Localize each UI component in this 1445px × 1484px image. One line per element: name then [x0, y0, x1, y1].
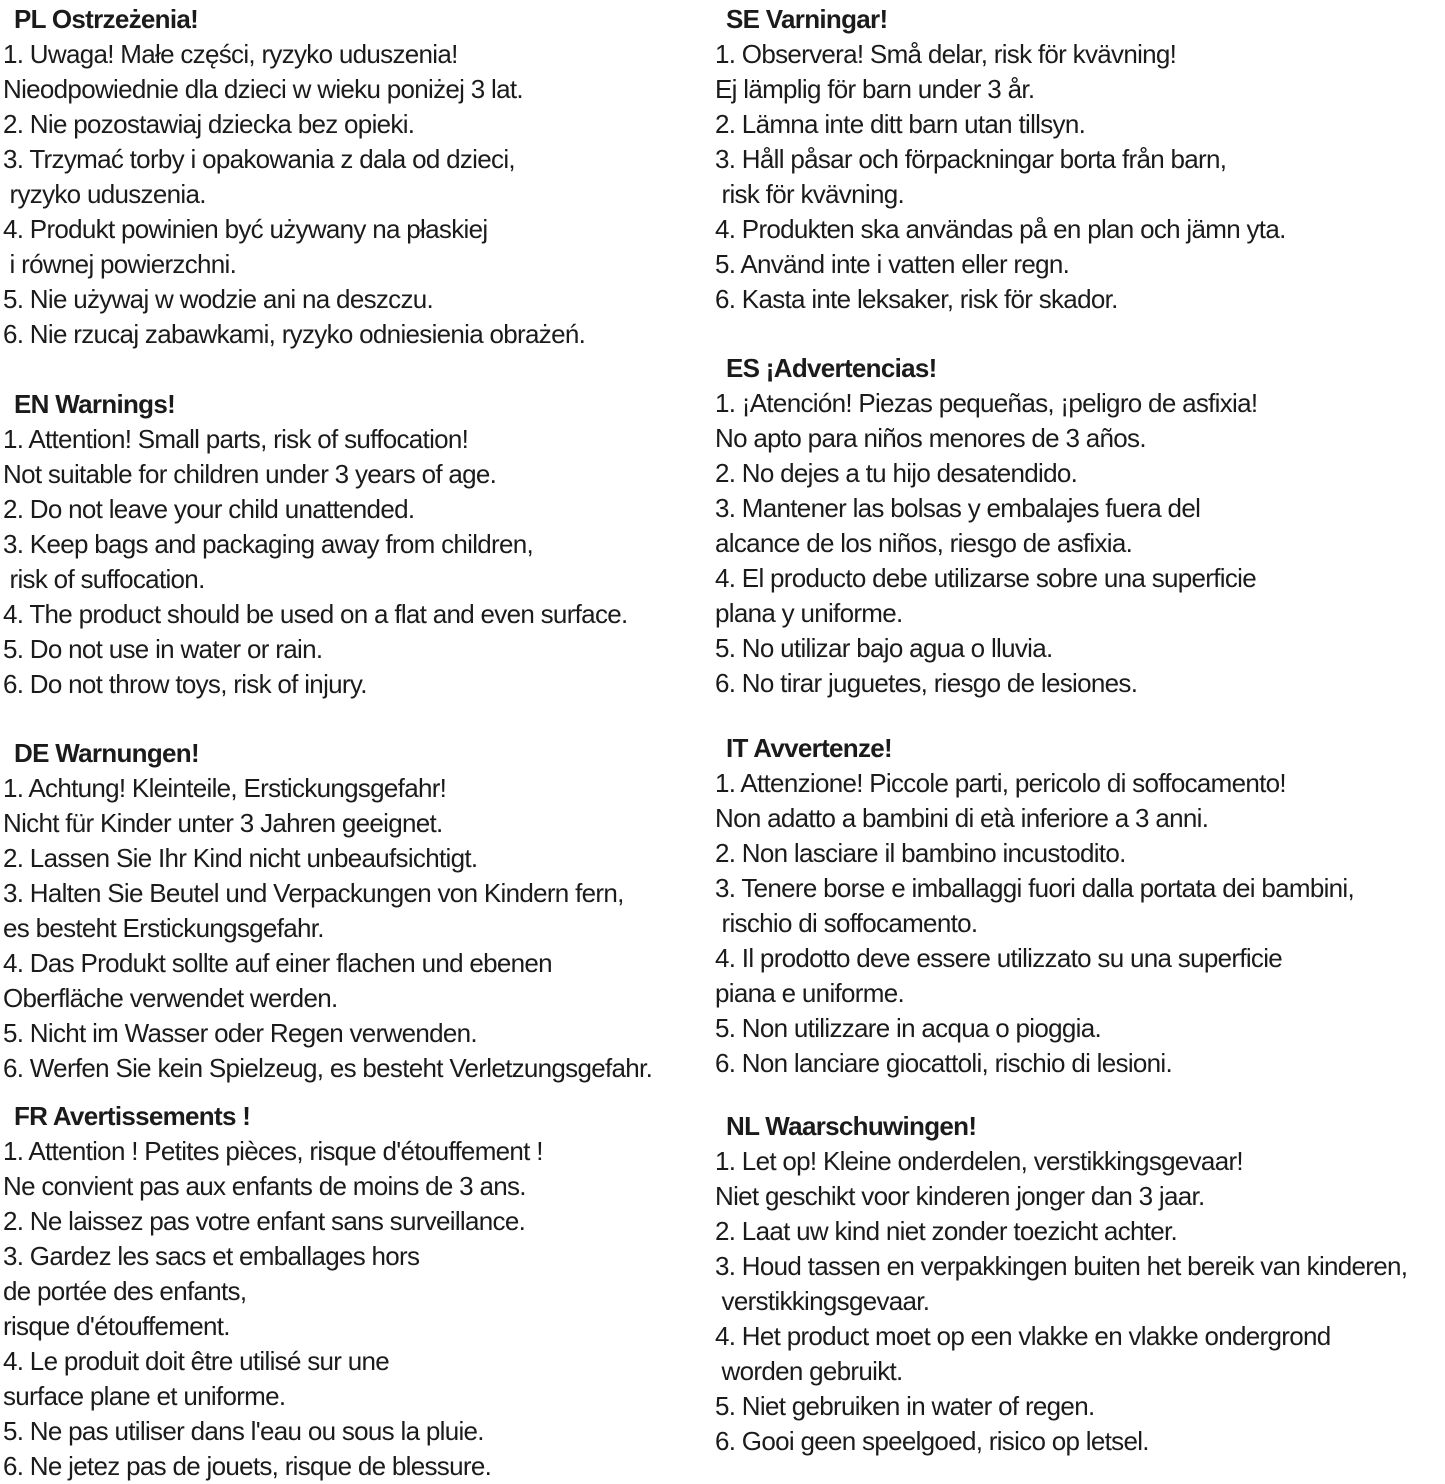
warning-line: 2. Ne laissez pas votre enfant sans surveillance. [3, 1206, 526, 1236]
warning-line: 4. El producto debe utilizarse sobre una superficie [715, 563, 1256, 593]
warning-line: 5. Nicht im Wasser oder Regen verwenden. [3, 1018, 477, 1048]
warning-line: piana e uniforme. [715, 978, 905, 1008]
warning-line: Niet geschikt voor kinderen jonger dan 3 jaar. [715, 1181, 1205, 1211]
section-heading-de: DE Warnungen! [14, 738, 199, 768]
warning-line: 6. Werfen Sie kein Spielzeug, es besteht Verletzungsgefahr. [3, 1053, 653, 1083]
warning-line: Ej lämplig för barn under 3 år. [715, 74, 1035, 104]
warning-line: 1. Uwaga! Małe części, ryzyko uduszenia! [3, 39, 458, 69]
column-right [715, 2, 1445, 1484]
warning-line: 3. Håll påsar och förpackningar borta från barn, [715, 144, 1227, 174]
warning-section-se [715, 2, 1445, 317]
warning-line: verstikkingsgevaar. [715, 1286, 930, 1316]
warning-line: risque d'étouffement. [3, 1311, 230, 1341]
warning-line: Ne convient pas aux enfants de moins de 3 ans. [3, 1171, 526, 1201]
section-heading-se: SE Varningar! [726, 4, 888, 34]
warning-line: 5. Niet gebruiken in water of regen. [715, 1391, 1095, 1421]
warning-line: surface plane et uniforme. [3, 1381, 286, 1411]
warning-section-it [715, 731, 1445, 1081]
warning-line: 1. Achtung! Kleinteile, Erstickungsgefahr! [3, 773, 447, 803]
warning-line: 3. Keep bags and packaging away from children, [3, 529, 534, 559]
warning-line: 1. Attention! Small parts, risk of suffocation! [3, 424, 469, 454]
warning-line: 2. Lassen Sie Ihr Kind nicht unbeaufsichtigt. [3, 843, 478, 873]
warning-line: 6. Do not throw toys, risk of injury. [3, 669, 367, 699]
warning-line: 2. Non lasciare il bambino incustodito. [715, 838, 1126, 868]
warning-line: 3. Mantener las bolsas y embalajes fuera del [715, 493, 1201, 523]
warning-line: i równej powierzchni. [3, 249, 237, 279]
section-heading-pl: PL Ostrzeżenia! [14, 4, 199, 34]
warning-line: 3. Trzymać torby i opakowania z dala od dzieci, [3, 144, 515, 174]
warning-line: 5. No utilizar bajo agua o lluvia. [715, 633, 1053, 663]
warning-line: 1. Observera! Små delar, risk för kvävning! [715, 39, 1177, 69]
warning-line: 6. Non lanciare giocattoli, rischio di lesioni. [715, 1048, 1173, 1078]
warning-section-pl [3, 2, 715, 352]
warning-section-nl [715, 1109, 1445, 1459]
warning-line: No apto para niños menores de 3 años. [715, 423, 1146, 453]
warning-section-de [3, 736, 715, 1086]
warning-line: 6. Nie rzucaj zabawkami, ryzyko odniesienia obrażeń. [3, 319, 586, 349]
warning-line: worden gebruikt. [715, 1356, 903, 1386]
warning-line: plana y uniforme. [715, 598, 903, 628]
warning-line: 5. Ne pas utiliser dans l'eau ou sous la pluie. [3, 1416, 484, 1446]
warning-line: 4. Le produit doit être utilisé sur une [3, 1346, 390, 1376]
warning-line: 5. Använd inte i vatten eller regn. [715, 249, 1070, 279]
warning-line: 6. No tirar juguetes, riesgo de lesiones. [715, 668, 1138, 698]
warning-line: 4. Il prodotto deve essere utilizzato su una superficie [715, 943, 1283, 973]
warning-line: rischio di soffocamento. [715, 908, 978, 938]
section-heading-es: ES ¡Advertencias! [726, 353, 937, 383]
warning-line: 5. Non utilizzare in acqua o pioggia. [715, 1013, 1102, 1043]
warning-line: 2. Do not leave your child unattended. [3, 494, 415, 524]
warning-line: 2. Laat uw kind niet zonder toezicht achter. [715, 1216, 1178, 1246]
warning-line: 1. Attenzione! Piccole parti, pericolo di soffocamento! [715, 768, 1286, 798]
warning-line: 2. No dejes a tu hijo desatendido. [715, 458, 1078, 488]
warning-line: es besteht Erstickungsgefahr. [3, 913, 324, 943]
warning-line: 1. ¡Atención! Piezas pequeñas, ¡peligro de asfixia! [715, 388, 1258, 418]
warning-line: ryzyko uduszenia. [3, 179, 206, 209]
warning-line: 2. Nie pozostawiaj dziecka bez opieki. [3, 109, 415, 139]
warning-line: 5. Do not use in water or rain. [3, 634, 323, 664]
warning-line: de portée des enfants, [3, 1276, 247, 1306]
warning-line: 2. Lämna inte ditt barn utan tillsyn. [715, 109, 1086, 139]
warning-section-en [3, 387, 715, 702]
warning-line: 4. Das Produkt sollte auf einer flachen und ebenen [3, 948, 552, 978]
warning-line: Not suitable for children under 3 years of age. [3, 459, 497, 489]
warning-section-fr [3, 1099, 715, 1484]
warning-line: 6. Gooi geen speelgoed, risico op letsel. [715, 1426, 1149, 1456]
column-left [3, 2, 715, 1484]
warning-line: 3. Houd tassen en verpakkingen buiten het bereik van kinderen, [715, 1251, 1408, 1281]
warning-line: risk för kvävning. [715, 179, 904, 209]
warning-section-es [715, 351, 1445, 701]
warning-line: Non adatto a bambini di età inferiore a 3 anni. [715, 803, 1209, 833]
warning-line: 3. Halten Sie Beutel und Verpackungen von Kindern fern, [3, 878, 624, 908]
warning-line: 6. Ne jetez pas de jouets, risque de blessure. [3, 1451, 492, 1481]
warning-line: Oberfläche verwendet werden. [3, 983, 338, 1013]
section-heading-nl: NL Waarschuwingen! [726, 1111, 977, 1141]
warning-line: Nieodpowiednie dla dzieci w wieku poniżej 3 lat. [3, 74, 523, 104]
warning-line: 4. The product should be used on a flat and even surface. [3, 599, 628, 629]
warning-line: 1. Attention ! Petites pièces, risque d'étouffement ! [3, 1136, 543, 1166]
warning-line: 3. Tenere borse e imballaggi fuori dalla portata dei bambini, [715, 873, 1355, 903]
section-heading-fr: FR Avertissements ! [14, 1101, 251, 1131]
warning-line: 4. Het product moet op een vlakke en vlakke ondergrond [715, 1321, 1331, 1351]
section-heading-en: EN Warnings! [14, 389, 176, 419]
section-heading-it: IT Avvertenze! [726, 733, 892, 763]
warning-line: 1. Let op! Kleine onderdelen, verstikkingsgevaar! [715, 1146, 1243, 1176]
warning-line: alcance de los niños, riesgo de asfixia. [715, 528, 1133, 558]
warning-line: risk of suffocation. [3, 564, 205, 594]
warning-line: 6. Kasta inte leksaker, risk för skador. [715, 284, 1118, 314]
warning-line: 3. Gardez les sacs et emballages hors [3, 1241, 420, 1271]
warning-line: 4. Produkten ska användas på en plan och jämn yta. [715, 214, 1286, 244]
warning-line: 5. Nie używaj w wodzie ani na deszczu. [3, 284, 434, 314]
warning-line: 4. Produkt powinien być używany na płaskiej [3, 214, 488, 244]
warning-line: Nicht für Kinder unter 3 Jahren geeignet. [3, 808, 443, 838]
